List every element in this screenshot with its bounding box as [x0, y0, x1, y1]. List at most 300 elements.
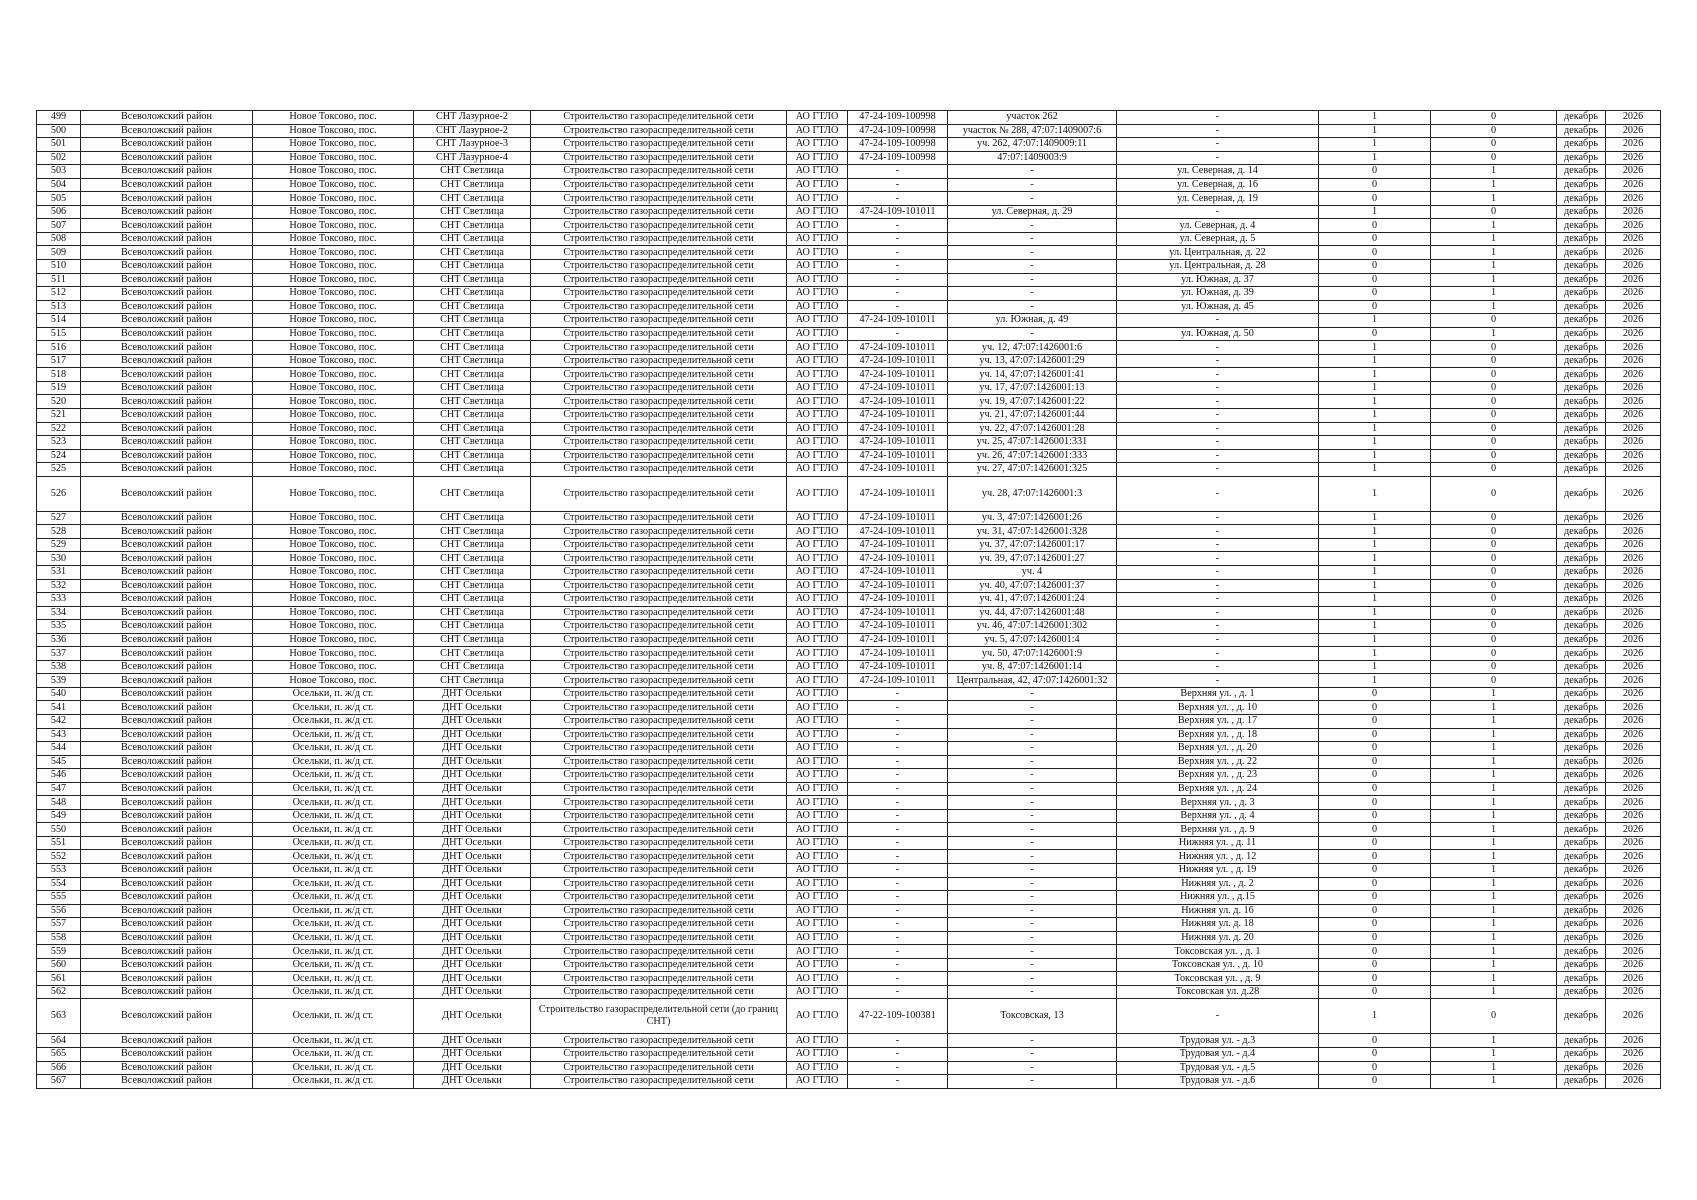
district-cell: Всеволожский район — [81, 863, 253, 877]
settlement-cell: Осельки, п. ж/д ст. — [253, 1048, 414, 1062]
work-type-cell: Строительство газораспределительной сети — [531, 436, 787, 450]
organization-cell: СНТ Светлица — [414, 219, 531, 233]
address-cell: ул. Южная, д. 39 — [1117, 287, 1319, 301]
registration-number-cell: 47-24-109-101011 — [848, 579, 948, 593]
settlement-cell: Осельки, п. ж/д ст. — [253, 836, 414, 850]
row-number: 513 — [37, 300, 81, 314]
district-cell: Всеволожский район — [81, 395, 253, 409]
year-cell: 2026 — [1606, 755, 1661, 769]
year-cell: 2026 — [1606, 287, 1661, 301]
executor-cell: АО ГТЛО — [787, 972, 848, 986]
row-number: 564 — [37, 1034, 81, 1048]
settlement-cell: Осельки, п. ж/д ст. — [253, 701, 414, 715]
year-cell: 2026 — [1606, 972, 1661, 986]
district-cell: Всеволожский район — [81, 620, 253, 634]
count-b-cell: 1 — [1431, 891, 1557, 905]
work-type-cell: Строительство газораспределительной сети — [531, 1048, 787, 1062]
organization-cell: СНТ Светлица — [414, 178, 531, 192]
month-cell: декабрь — [1557, 552, 1606, 566]
district-cell: Всеволожский район — [81, 354, 253, 368]
work-type-cell: Строительство газораспределительной сети — [531, 476, 787, 511]
district-cell: Всеволожский район — [81, 579, 253, 593]
year-cell: 2026 — [1606, 687, 1661, 701]
table-row — [37, 687, 1661, 701]
plot-cell: уч. 4 — [948, 565, 1117, 579]
year-cell: 2026 — [1606, 877, 1661, 891]
address-cell: Верхняя ул. , д. 9 — [1117, 823, 1319, 837]
month-cell: декабрь — [1557, 232, 1606, 246]
month-cell: декабрь — [1557, 395, 1606, 409]
year-cell: 2026 — [1606, 945, 1661, 959]
address-cell: - — [1117, 341, 1319, 355]
executor-cell: АО ГТЛО — [787, 232, 848, 246]
district-cell: Всеволожский район — [81, 341, 253, 355]
district-cell: Всеволожский район — [81, 381, 253, 395]
month-cell: декабрь — [1557, 273, 1606, 287]
work-type-cell: Строительство газораспределительной сети — [531, 850, 787, 864]
plot-cell: уч. 31, 47:07:1426001:328 — [948, 525, 1117, 539]
organization-cell: ДНТ Осельки — [414, 904, 531, 918]
district-cell: Всеволожский район — [81, 1048, 253, 1062]
work-type-cell: Строительство газораспределительной сети — [531, 409, 787, 423]
plot-cell: - — [948, 823, 1117, 837]
table-row — [37, 891, 1661, 905]
count-a-cell: 0 — [1319, 755, 1431, 769]
district-cell: Всеволожский район — [81, 633, 253, 647]
plot-cell: - — [948, 918, 1117, 932]
executor-cell: АО ГТЛО — [787, 863, 848, 877]
organization-cell: ДНТ Осельки — [414, 877, 531, 891]
month-cell: декабрь — [1557, 742, 1606, 756]
work-type-cell: Строительство газораспределительной сети — [531, 633, 787, 647]
count-a-cell: 0 — [1319, 809, 1431, 823]
year-cell: 2026 — [1606, 985, 1661, 999]
registration-number-cell: 47-24-109-101011 — [848, 593, 948, 607]
table-row — [37, 476, 1661, 511]
registration-number-cell: 47-24-109-101011 — [848, 525, 948, 539]
month-cell: декабрь — [1557, 178, 1606, 192]
year-cell: 2026 — [1606, 714, 1661, 728]
table-row — [37, 525, 1661, 539]
executor-cell: АО ГТЛО — [787, 341, 848, 355]
settlement-cell: Осельки, п. ж/д ст. — [253, 985, 414, 999]
count-a-cell: 1 — [1319, 525, 1431, 539]
address-cell: - — [1117, 205, 1319, 219]
row-number: 557 — [37, 918, 81, 932]
settlement-cell: Новое Токсово, пос. — [253, 525, 414, 539]
count-b-cell: 0 — [1431, 124, 1557, 138]
settlement-cell: Новое Токсово, пос. — [253, 165, 414, 179]
address-cell: - — [1117, 552, 1319, 566]
year-cell: 2026 — [1606, 891, 1661, 905]
count-b-cell: 0 — [1431, 476, 1557, 511]
work-type-cell: Строительство газораспределительной сети — [531, 205, 787, 219]
settlement-cell: Новое Токсово, пос. — [253, 660, 414, 674]
executor-cell: АО ГТЛО — [787, 742, 848, 756]
count-b-cell: 0 — [1431, 409, 1557, 423]
district-cell: Всеволожский район — [81, 769, 253, 783]
month-cell: декабрь — [1557, 287, 1606, 301]
year-cell: 2026 — [1606, 476, 1661, 511]
organization-cell: ДНТ Осельки — [414, 809, 531, 823]
plot-cell: уч. 19, 47:07:1426001:22 — [948, 395, 1117, 409]
count-b-cell: 0 — [1431, 647, 1557, 661]
count-a-cell: 0 — [1319, 863, 1431, 877]
count-b-cell: 1 — [1431, 178, 1557, 192]
district-cell: Всеволожский район — [81, 701, 253, 715]
table-row — [37, 836, 1661, 850]
organization-cell: ДНТ Осельки — [414, 1034, 531, 1048]
address-cell: Верхняя ул. , д. 4 — [1117, 809, 1319, 823]
month-cell: декабрь — [1557, 111, 1606, 125]
count-a-cell: 1 — [1319, 409, 1431, 423]
row-number: 516 — [37, 341, 81, 355]
organization-cell: СНТ Светлица — [414, 593, 531, 607]
registration-number-cell: 47-24-109-101011 — [848, 674, 948, 688]
table-row — [37, 300, 1661, 314]
district-cell: Всеволожский район — [81, 260, 253, 274]
organization-cell: ДНТ Осельки — [414, 1061, 531, 1075]
executor-cell: АО ГТЛО — [787, 111, 848, 125]
executor-cell: АО ГТЛО — [787, 219, 848, 233]
settlement-cell: Осельки, п. ж/д ст. — [253, 796, 414, 810]
month-cell: декабрь — [1557, 755, 1606, 769]
organization-cell: СНТ Светлица — [414, 538, 531, 552]
year-cell: 2026 — [1606, 701, 1661, 715]
year-cell: 2026 — [1606, 178, 1661, 192]
plot-cell: - — [948, 701, 1117, 715]
registration-number-cell: - — [848, 769, 948, 783]
district-cell: Всеволожский район — [81, 999, 253, 1034]
month-cell: декабрь — [1557, 877, 1606, 891]
row-number: 553 — [37, 863, 81, 877]
registration-number-cell: - — [848, 836, 948, 850]
count-a-cell: 1 — [1319, 111, 1431, 125]
settlement-cell: Осельки, п. ж/д ст. — [253, 1061, 414, 1075]
executor-cell: АО ГТЛО — [787, 809, 848, 823]
table-row — [37, 782, 1661, 796]
registration-number-cell: 47-24-109-101011 — [848, 381, 948, 395]
year-cell: 2026 — [1606, 593, 1661, 607]
count-a-cell: 1 — [1319, 620, 1431, 634]
table-body — [37, 111, 1661, 1089]
organization-cell: СНТ Светлица — [414, 368, 531, 382]
year-cell: 2026 — [1606, 633, 1661, 647]
table-row — [37, 674, 1661, 688]
settlement-cell: Новое Токсово, пос. — [253, 511, 414, 525]
month-cell: декабрь — [1557, 1075, 1606, 1089]
count-a-cell: 1 — [1319, 368, 1431, 382]
month-cell: декабрь — [1557, 687, 1606, 701]
district-cell: Всеволожский район — [81, 918, 253, 932]
settlement-cell: Новое Токсово, пос. — [253, 354, 414, 368]
registration-number-cell: - — [848, 287, 948, 301]
work-type-cell: Строительство газораспределительной сети — [531, 687, 787, 701]
organization-cell: ДНТ Осельки — [414, 985, 531, 999]
year-cell: 2026 — [1606, 341, 1661, 355]
count-b-cell: 1 — [1431, 782, 1557, 796]
work-type-cell: Строительство газораспределительной сети (до границ СНТ) — [531, 999, 787, 1034]
year-cell: 2026 — [1606, 409, 1661, 423]
row-number: 500 — [37, 124, 81, 138]
table-row — [37, 728, 1661, 742]
table-row — [37, 538, 1661, 552]
table-row — [37, 742, 1661, 756]
settlement-cell: Осельки, п. ж/д ст. — [253, 714, 414, 728]
plot-cell: - — [948, 327, 1117, 341]
plot-cell: уч. 14, 47:07:1426001:41 — [948, 368, 1117, 382]
address-cell: ул. Северная, д. 19 — [1117, 192, 1319, 206]
organization-cell: СНТ Светлица — [414, 232, 531, 246]
count-a-cell: 1 — [1319, 422, 1431, 436]
plot-cell: уч. 262, 47:07:1409009:11 — [948, 138, 1117, 152]
month-cell: декабрь — [1557, 511, 1606, 525]
month-cell: декабрь — [1557, 931, 1606, 945]
month-cell: декабрь — [1557, 300, 1606, 314]
registration-number-cell: 47-24-109-100998 — [848, 138, 948, 152]
address-cell: - — [1117, 395, 1319, 409]
table-row — [37, 606, 1661, 620]
month-cell: декабрь — [1557, 341, 1606, 355]
count-a-cell: 0 — [1319, 287, 1431, 301]
count-a-cell: 0 — [1319, 1075, 1431, 1089]
table-row — [37, 633, 1661, 647]
year-cell: 2026 — [1606, 165, 1661, 179]
plot-cell: - — [948, 192, 1117, 206]
work-type-cell: Строительство газораспределительной сети — [531, 151, 787, 165]
count-a-cell: 1 — [1319, 565, 1431, 579]
organization-cell: СНТ Светлица — [414, 606, 531, 620]
registration-number-cell: - — [848, 687, 948, 701]
count-b-cell: 0 — [1431, 368, 1557, 382]
registration-number-cell: 47-24-109-101011 — [848, 368, 948, 382]
settlement-cell: Осельки, п. ж/д ст. — [253, 972, 414, 986]
row-number: 521 — [37, 409, 81, 423]
settlement-cell: Новое Токсово, пос. — [253, 314, 414, 328]
count-b-cell: 0 — [1431, 538, 1557, 552]
executor-cell: АО ГТЛО — [787, 579, 848, 593]
registration-number-cell: 47-24-109-101011 — [848, 606, 948, 620]
table-row — [37, 395, 1661, 409]
table-row — [37, 327, 1661, 341]
count-b-cell: 1 — [1431, 260, 1557, 274]
settlement-cell: Новое Токсово, пос. — [253, 246, 414, 260]
registration-number-cell: - — [848, 985, 948, 999]
settlement-cell: Новое Токсово, пос. — [253, 219, 414, 233]
row-number: 502 — [37, 151, 81, 165]
settlement-cell: Новое Токсово, пос. — [253, 409, 414, 423]
registration-number-cell: - — [848, 1048, 948, 1062]
settlement-cell: Новое Токсово, пос. — [253, 138, 414, 152]
table-row — [37, 368, 1661, 382]
address-cell: Нижняя ул. , д. 12 — [1117, 850, 1319, 864]
year-cell: 2026 — [1606, 660, 1661, 674]
count-b-cell: 1 — [1431, 273, 1557, 287]
address-cell: - — [1117, 674, 1319, 688]
organization-cell: СНТ Лазурное-4 — [414, 151, 531, 165]
address-cell: - — [1117, 620, 1319, 634]
year-cell: 2026 — [1606, 620, 1661, 634]
address-cell: ул. Южная, д. 45 — [1117, 300, 1319, 314]
work-type-cell: Строительство газораспределительной сети — [531, 287, 787, 301]
settlement-cell: Осельки, п. ж/д ст. — [253, 931, 414, 945]
table-row — [37, 124, 1661, 138]
district-cell: Всеволожский район — [81, 449, 253, 463]
settlement-cell: Новое Токсово, пос. — [253, 260, 414, 274]
address-cell: - — [1117, 660, 1319, 674]
work-type-cell: Строительство газораспределительной сети — [531, 823, 787, 837]
row-number: 560 — [37, 958, 81, 972]
executor-cell: АО ГТЛО — [787, 999, 848, 1034]
count-b-cell: 1 — [1431, 769, 1557, 783]
plot-cell: уч. 28, 47:07:1426001:3 — [948, 476, 1117, 511]
work-type-cell: Строительство газораспределительной сети — [531, 511, 787, 525]
row-number: 550 — [37, 823, 81, 837]
month-cell: декабрь — [1557, 381, 1606, 395]
registration-number-cell: - — [848, 891, 948, 905]
count-a-cell: 0 — [1319, 904, 1431, 918]
row-number: 519 — [37, 381, 81, 395]
address-cell: - — [1117, 436, 1319, 450]
organization-cell: СНТ Светлица — [414, 300, 531, 314]
count-a-cell: 0 — [1319, 972, 1431, 986]
count-a-cell: 0 — [1319, 891, 1431, 905]
plot-cell: - — [948, 1034, 1117, 1048]
registration-number-cell: 47-22-109-100381 — [848, 999, 948, 1034]
row-number: 562 — [37, 985, 81, 999]
organization-cell: ДНТ Осельки — [414, 728, 531, 742]
registration-number-cell: 47-24-109-101011 — [848, 476, 948, 511]
year-cell: 2026 — [1606, 124, 1661, 138]
row-number: 515 — [37, 327, 81, 341]
registration-number-cell: - — [848, 918, 948, 932]
organization-cell: ДНТ Осельки — [414, 999, 531, 1034]
district-cell: Всеволожский район — [81, 674, 253, 688]
count-a-cell: 0 — [1319, 796, 1431, 810]
executor-cell: АО ГТЛО — [787, 620, 848, 634]
settlement-cell: Осельки, п. ж/д ст. — [253, 863, 414, 877]
executor-cell: АО ГТЛО — [787, 836, 848, 850]
settlement-cell: Новое Токсово, пос. — [253, 111, 414, 125]
table-row — [37, 354, 1661, 368]
count-b-cell: 0 — [1431, 633, 1557, 647]
plot-cell: - — [948, 985, 1117, 999]
organization-cell: СНТ Светлица — [414, 525, 531, 539]
settlement-cell: Новое Токсово, пос. — [253, 300, 414, 314]
row-number: 544 — [37, 742, 81, 756]
organization-cell: СНТ Светлица — [414, 205, 531, 219]
work-type-cell: Строительство газораспределительной сети — [531, 620, 787, 634]
month-cell: декабрь — [1557, 476, 1606, 511]
district-cell: Всеволожский район — [81, 111, 253, 125]
count-b-cell: 1 — [1431, 945, 1557, 959]
count-b-cell: 1 — [1431, 1061, 1557, 1075]
year-cell: 2026 — [1606, 647, 1661, 661]
count-b-cell: 0 — [1431, 341, 1557, 355]
count-b-cell: 0 — [1431, 381, 1557, 395]
district-cell: Всеволожский район — [81, 904, 253, 918]
work-type-cell: Строительство газораспределительной сети — [531, 796, 787, 810]
plot-cell: - — [948, 728, 1117, 742]
registration-number-cell: - — [848, 782, 948, 796]
count-b-cell: 1 — [1431, 701, 1557, 715]
address-cell: Верхняя ул. , д. 3 — [1117, 796, 1319, 810]
row-number: 505 — [37, 192, 81, 206]
address-cell: - — [1117, 314, 1319, 328]
month-cell: декабрь — [1557, 701, 1606, 715]
executor-cell: АО ГТЛО — [787, 647, 848, 661]
executor-cell: АО ГТЛО — [787, 945, 848, 959]
table-row — [37, 151, 1661, 165]
count-a-cell: 1 — [1319, 381, 1431, 395]
settlement-cell: Осельки, п. ж/д ст. — [253, 850, 414, 864]
district-cell: Всеволожский район — [81, 436, 253, 450]
district-cell: Всеволожский район — [81, 138, 253, 152]
district-cell: Всеволожский район — [81, 219, 253, 233]
month-cell: декабрь — [1557, 647, 1606, 661]
table-row — [37, 714, 1661, 728]
count-a-cell: 1 — [1319, 660, 1431, 674]
count-a-cell: 0 — [1319, 165, 1431, 179]
row-number: 522 — [37, 422, 81, 436]
work-type-cell: Строительство газораспределительной сети — [531, 381, 787, 395]
count-a-cell: 1 — [1319, 999, 1431, 1034]
organization-cell: СНТ Светлица — [414, 273, 531, 287]
executor-cell: АО ГТЛО — [787, 552, 848, 566]
address-cell: Нижняя ул. , д. 11 — [1117, 836, 1319, 850]
count-b-cell: 1 — [1431, 904, 1557, 918]
year-cell: 2026 — [1606, 606, 1661, 620]
month-cell: декабрь — [1557, 863, 1606, 877]
work-type-cell: Строительство газораспределительной сети — [531, 1061, 787, 1075]
address-cell: ул. Центральная, д. 22 — [1117, 246, 1319, 260]
count-b-cell: 1 — [1431, 246, 1557, 260]
address-cell: Токсовская ул. , д. 10 — [1117, 958, 1319, 972]
district-cell: Всеволожский район — [81, 565, 253, 579]
settlement-cell: Осельки, п. ж/д ст. — [253, 742, 414, 756]
plot-cell: - — [948, 782, 1117, 796]
work-type-cell: Строительство газораспределительной сети — [531, 327, 787, 341]
work-type-cell: Строительство газораспределительной сети — [531, 904, 787, 918]
table-row — [37, 999, 1661, 1034]
count-b-cell: 0 — [1431, 449, 1557, 463]
address-cell: - — [1117, 593, 1319, 607]
work-type-cell: Строительство газораспределительной сети — [531, 525, 787, 539]
executor-cell: АО ГТЛО — [787, 124, 848, 138]
organization-cell: СНТ Светлица — [414, 341, 531, 355]
table-row — [37, 219, 1661, 233]
address-cell: Трудовая ул. - д.5 — [1117, 1061, 1319, 1075]
count-a-cell: 0 — [1319, 877, 1431, 891]
address-cell: - — [1117, 151, 1319, 165]
row-number: 536 — [37, 633, 81, 647]
month-cell: декабрь — [1557, 449, 1606, 463]
organization-cell: ДНТ Осельки — [414, 714, 531, 728]
month-cell: декабрь — [1557, 327, 1606, 341]
year-cell: 2026 — [1606, 422, 1661, 436]
plot-cell: уч. 25, 47:07:1426001:331 — [948, 436, 1117, 450]
plot-cell: уч. 5, 47:07:1426001:4 — [948, 633, 1117, 647]
year-cell: 2026 — [1606, 205, 1661, 219]
plot-cell: - — [948, 687, 1117, 701]
table-row — [37, 985, 1661, 999]
address-cell: Нижняя ул. , д.15 — [1117, 891, 1319, 905]
count-b-cell: 1 — [1431, 165, 1557, 179]
district-cell: Всеволожский район — [81, 192, 253, 206]
count-a-cell: 1 — [1319, 138, 1431, 152]
count-a-cell: 0 — [1319, 687, 1431, 701]
row-number: 523 — [37, 436, 81, 450]
